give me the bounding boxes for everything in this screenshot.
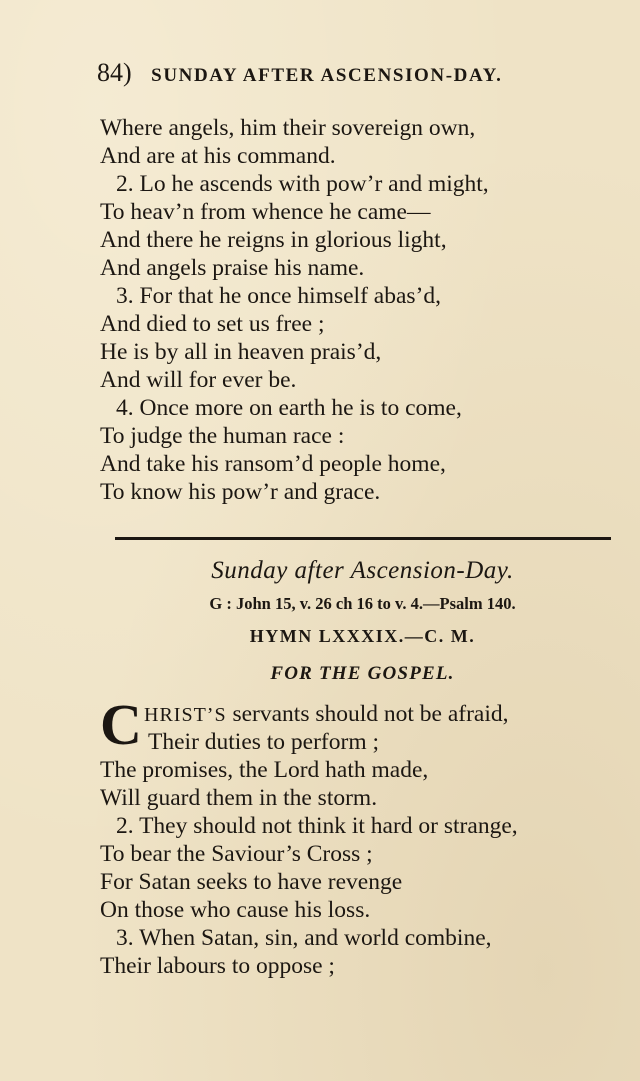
running-title: SUNDAY AFTER ASCENSION-DAY. <box>151 65 503 86</box>
hymn-verse <box>100 700 630 980</box>
hymn-subheading: FOR THE GOSPEL. <box>270 663 455 684</box>
verse-line: He is by all in heaven prais’d, <box>100 339 382 365</box>
first-word: HRIST’S <box>144 704 227 726</box>
verse-line: And take his ransom’d people home, <box>100 451 446 477</box>
verse-line: 3. For that he once himself abas’d, <box>116 283 441 309</box>
verse-line: And will for ever be. <box>100 367 297 393</box>
page-header <box>97 58 597 94</box>
verse-line: 2. Lo he ascends with pow’r and might, <box>116 171 489 197</box>
scripture-reference: G : John 15, v. 26 ch 16 to v. 4.—Psalm 140. <box>209 594 516 613</box>
hymn-line: Their duties to perform ; <box>148 729 380 755</box>
verse-line: To heav’n from whence he came— <box>100 199 431 225</box>
verse-line: And died to set us free ; <box>100 311 325 337</box>
section-divider <box>115 537 611 540</box>
hymn-line: 3. When Satan, sin, and world combine, <box>116 925 492 951</box>
hymn-line: The promises, the Lord hath made, <box>100 757 429 783</box>
verse-line: And are at his command. <box>100 143 336 169</box>
verse-line: To know his pow’r and grace. <box>100 479 381 505</box>
hymn-line: For Satan seeks to have revenge <box>100 869 403 895</box>
hymn-line: Their labours to oppose ; <box>100 953 335 979</box>
verse-line: 4. Once more on earth he is to come, <box>116 395 462 421</box>
hymn-heading: HYMN LXXXIX.—C. M. <box>249 626 476 646</box>
verse-line: Where angels, him their sovereign own, <box>100 115 476 141</box>
page-number: 84) <box>97 58 132 87</box>
first-line-tail: servants should not be afraid, <box>226 701 509 727</box>
hymn-line: 2. They should not think it hard or strange, <box>116 813 518 839</box>
hymn-first-line <box>100 700 630 728</box>
verse-line: And angels praise his name. <box>100 255 365 281</box>
verse-line: And there he reigns in glorious light, <box>100 227 447 253</box>
drop-cap: C <box>100 692 142 757</box>
hymn-line: On those who cause his loss. <box>100 897 371 923</box>
section-title: Sunday after Ascension-Day. <box>211 557 514 584</box>
hymn-line: Will guard them in the storm. <box>100 785 378 811</box>
hymn-line: To bear the Saviour’s Cross ; <box>100 841 373 867</box>
top-verse <box>100 114 630 506</box>
verse-line: To judge the human race : <box>100 423 345 449</box>
